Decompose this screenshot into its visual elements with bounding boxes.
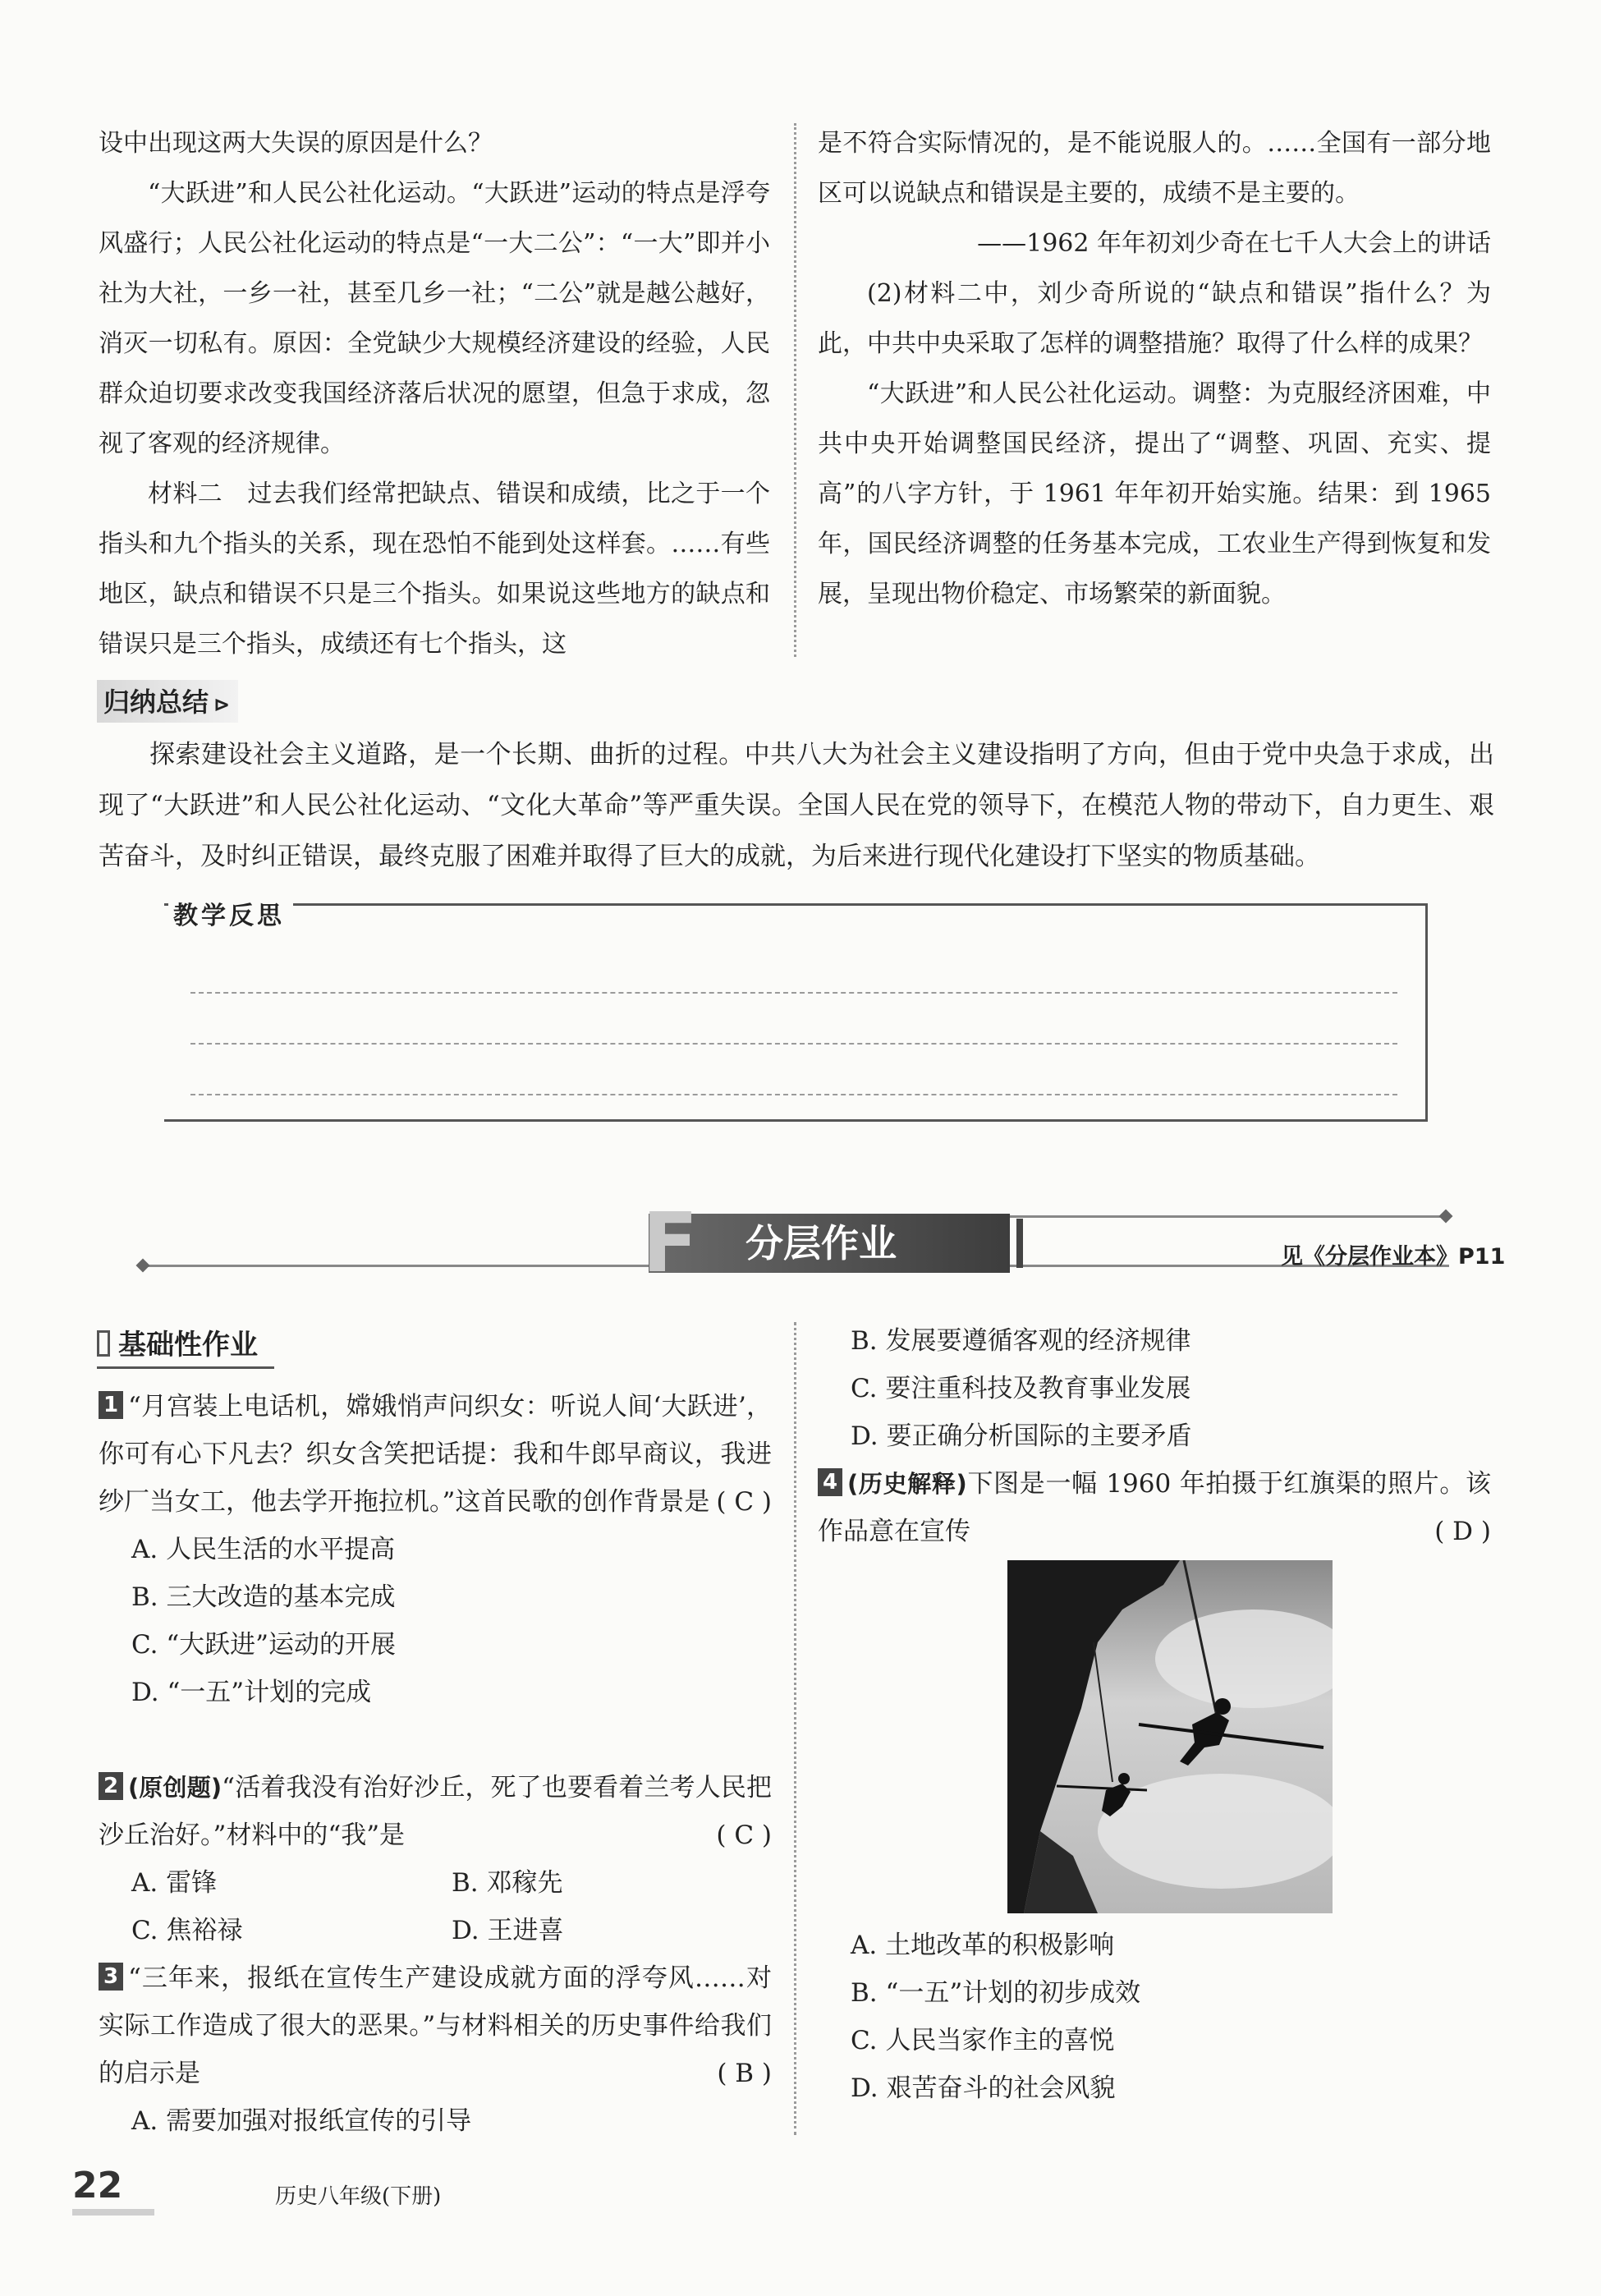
workbook-reference: 见《分层作业本》P11 [1281,1244,1506,1270]
option: B. 邓稼先 [452,1868,563,1898]
banner-rule-top [1010,1215,1445,1218]
summary-text: 探索建设社会主义道路，是一个长期、曲折的过程。中共八大为社会主义建设指明了方向，但由于党中央急于求成，出现了“大跃进”和人民公社化运动、“文化大革命”等严重失误。全国人民在党的领导下，在模范人物的带动下，自力更生、艰苦奋斗，及时纠正错误，最终克服了困难并取得了巨大的成就，为后来进行现代化建设打下坚实的物质基础。 [99,740,1494,871]
option: D. 艰苦奋斗的社会风貌 [851,2073,1116,2103]
top-right-column [818,118,1491,619]
option: B. “一五”计划的初步成效 [851,1978,1141,2008]
reflection-line [190,992,1397,994]
question-number: 1 [99,1391,123,1419]
answer-choice: ( B ) [717,2059,772,2088]
rule-end-dot [136,1259,150,1273]
question-stem: “活着我没有治好沙丘，死了也要看着兰考人民把沙丘治好。”材料中的“我”是 [99,1773,772,1850]
material-two: 材料二 过去我们经常把缺点、错误和成绩，比之于一个指头和九个指头的关系，现在恐怕不能到处这样套。……有些地区，缺点和错误不只是三个指头。如果说这些地方的缺点和错误只是三个指头，成绩还有七个指头，这 [99,480,770,659]
option: C. 焦裕禄 [131,1916,243,1945]
reflection-line [190,1094,1397,1095]
option: B. 发展要遵循客观的经济规律 [851,1326,1191,1356]
rule-end-dot [1439,1210,1453,1224]
option: A. 土地改革的积极影响 [851,1931,1115,1960]
book-title: 历史八年级(下册) [275,2184,442,2209]
question-3-options-continued [818,1317,1491,1460]
banner-end-bar [1016,1219,1023,1268]
answer-choice: ( D ) [1434,1517,1491,1546]
question-3 [99,1954,772,2145]
banner-letter: F [642,1195,699,1291]
top-left-column [99,118,770,669]
question-2-choice [99,1764,772,1954]
option: C. 要注重科技及教育事业发展 [851,1374,1191,1403]
question-stem: “月宫装上电话机，嫦娥悄声问织女：听说人间‘大跃进’，你可有心下凡去？织女含笑把话提：我和牛郎早商议，我进纱厂当女工，他去学开拖拉机。”这首民歌的创作背景是 [99,1392,772,1517]
answer-2: “大跃进”和人民公社化运动。调整：为克服经济困难，中共中央开始调整国民经济，提出了“调整、巩固、充实、提高”的八字方针，于 1961 年年初开始实施。结果：到 1965 年，国民经济调整的任务基本完成，工农业生产得到恢复和发展，呈现出物价稳定、市场繁荣的新面貌。 [818,379,1491,608]
basic-homework-heading: 基础性作业 [97,1324,274,1369]
option: D. “一五”计划的完成 [131,1678,372,1707]
option: B. 三大改造的基本完成 [131,1582,396,1612]
question-tag: (原创题) [128,1774,222,1802]
layered-homework-banner [642,1195,1010,1291]
answer-choice: ( C ) [716,1487,772,1517]
column-divider-bottom [794,1322,796,2135]
option: C. 人民当家作主的喜悦 [851,2026,1115,2055]
reflection-box [164,903,1428,1122]
page-number-bar [72,2209,154,2216]
question-1 [99,1383,772,1716]
hongqi-canal-photo [1007,1560,1333,1913]
question-tail: 设中出现这两大失误的原因是什么？ [99,129,493,158]
question-stem: “三年来，报纸在宣传生产建设成就方面的浮夸风……对实际工作造成了很大的恶果。”与材料相关的历史事件给我们的启示是 [99,1963,772,2088]
option: A. 雷锋 [131,1868,218,1898]
question-number: 4 [818,1468,842,1496]
banner-title: 分层作业 [745,1221,897,1265]
question-stem: 下图是一幅 1960 年拍摄于红旗渠的照片。该作品意在宣传 [818,1469,1491,1546]
page-number: 22 [72,2165,123,2206]
column-divider-top [794,123,796,657]
option: A. 需要加强对报纸宣传的引导 [131,2106,472,2136]
arrow-right-icon: ⊳ [213,693,231,716]
question-2: (2)材料二中，刘少奇所说的“缺点和错误”指什么？为此，中共中央采取了怎样的调整措施？取得了什么样的成果？ [818,279,1491,358]
reflection-heading: 教学反思 [168,895,293,931]
option: D. 要正确分析国际的主要矛盾 [851,1421,1192,1451]
question-number: 3 [99,1963,123,1991]
question-4-options [818,1922,1491,2112]
option: A. 人民生活的水平提高 [131,1535,396,1564]
answer-choice: ( C ) [716,1821,772,1850]
question-number: 2 [99,1772,123,1800]
option: C. “大跃进”运动的开展 [131,1630,397,1660]
option: D. 王进喜 [452,1916,564,1945]
material-source: ——1962 年年初刘少奇在七千人大会上的讲话 [977,229,1491,258]
reflection-line [190,1043,1397,1045]
answer-1: “大跃进”和人民公社化运动。“大跃进”运动的特点是浮夸风盛行；人民公社化运动的特点是“一大二公”：“一大”即并小社为大社，一乡一社，甚至几乡一社；“二公”就是越公越好，消灭一切私有。原因：全党缺少大规模经济建设的经验，人民群众迫切要求改变我国经济落后状况的愿望，但急于求成，忽视了客观的经济规律。 [99,179,770,458]
arrow-bracket-icon [97,1330,110,1357]
question-4 [818,1460,1491,1555]
question-tag: (历史解释) [847,1470,967,1498]
material-two-continued: 是不符合实际情况的，是不能说服人的。……全国有一部分地区可以说缺点和错误是主要的，成绩不是主要的。 [818,129,1491,208]
summary-heading: 归纳总结 ⊳ [97,680,238,723]
